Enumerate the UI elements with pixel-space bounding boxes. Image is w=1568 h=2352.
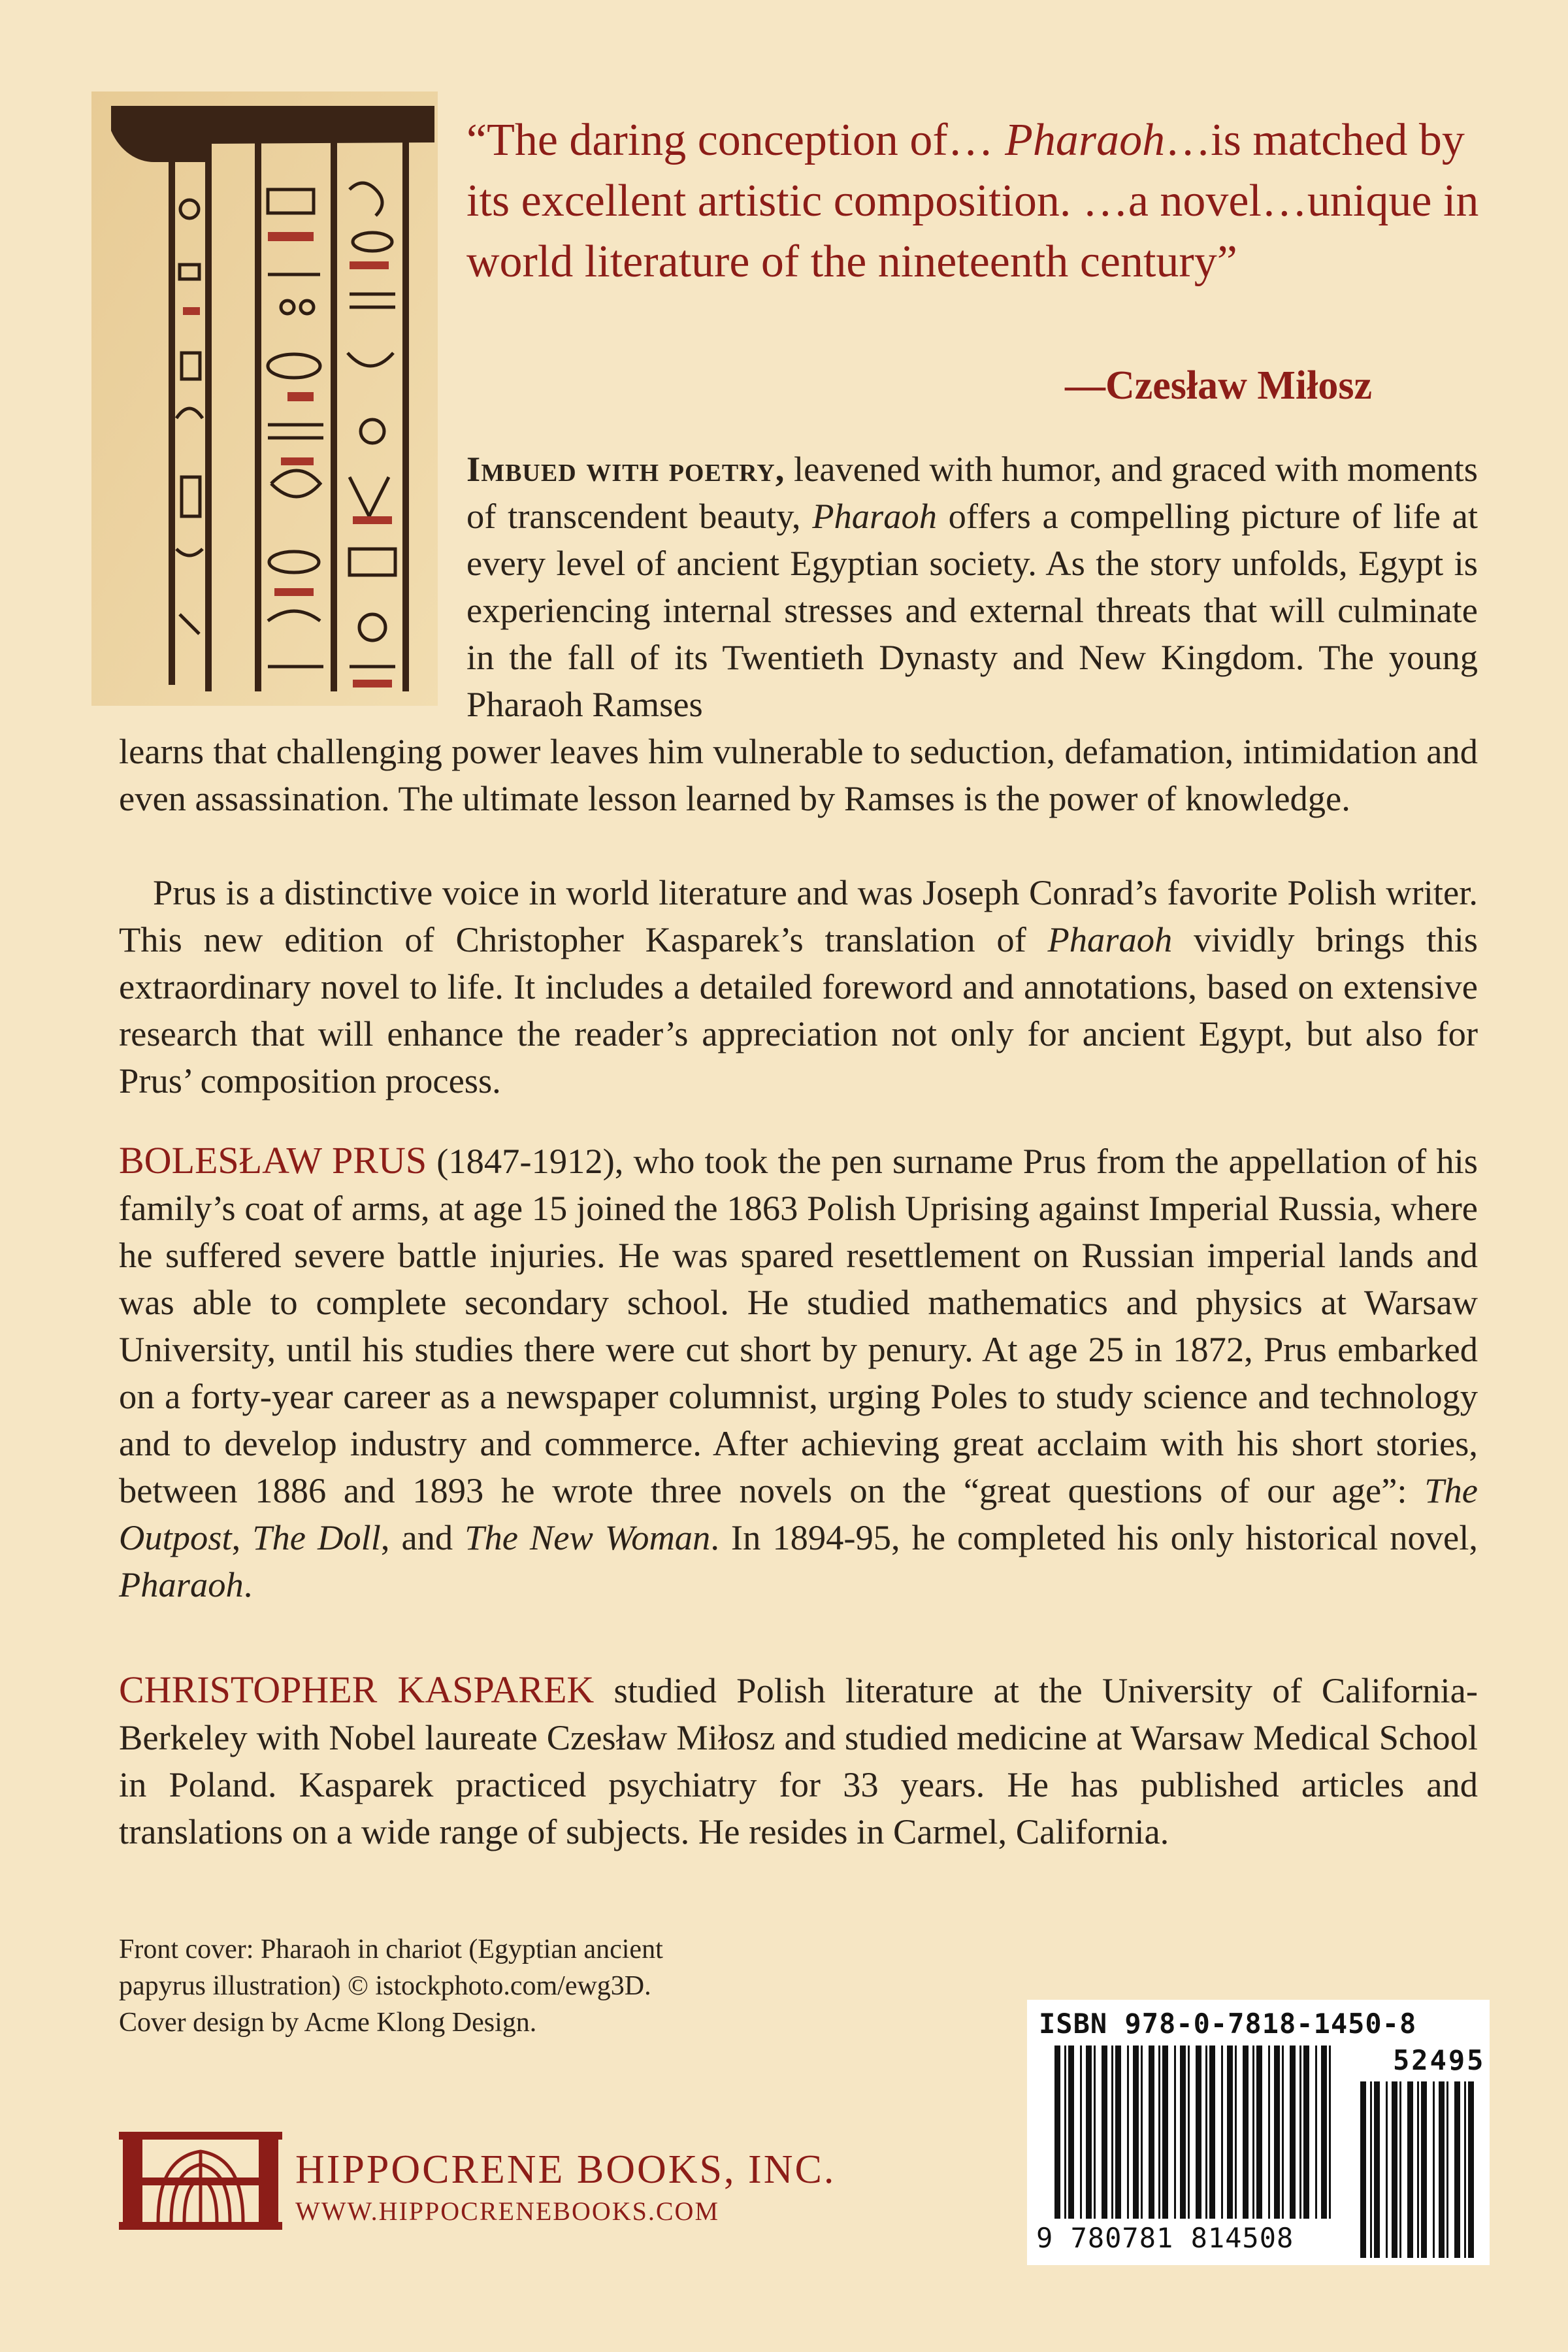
author-bio xyxy=(119,1137,1478,1608)
barcode-bar xyxy=(1454,2081,1460,2258)
barcode-bar xyxy=(1209,2046,1215,2219)
barcode-bar xyxy=(1196,2046,1201,2219)
barcode-bar xyxy=(1407,2081,1413,2258)
description-text-1: leavened with humor, and graced with moments of transcendent beauty, xyxy=(466,449,1478,536)
description-paragraph xyxy=(466,446,1478,728)
author-bio-end: . xyxy=(243,1565,253,1604)
novel-title-3: The New Woman xyxy=(465,1517,711,1557)
description-lede: Imbued with poetry, xyxy=(466,449,785,489)
review-quote xyxy=(466,110,1486,292)
isbn-label: ISBN 978-0-7818-1450-8 xyxy=(1039,2008,1417,2040)
barcode-bar xyxy=(1274,2046,1280,2219)
barcode-bar xyxy=(1446,2081,1448,2258)
credits-line-3: Cover design by Acme Klong Design. xyxy=(119,2008,537,2038)
author-bio-text-2: . In 1894-95, he completed his only historical novel, xyxy=(710,1517,1478,1557)
translation-text-2: vividly brings this extraordinary novel to life. It includes a detailed foreword and annotations, based on extensive research that will enhance the reader’s appreciation not only for ancient Egypt, but also for Prus’ composition process. xyxy=(119,919,1478,1101)
barcode-bar xyxy=(1221,2046,1223,2219)
barcode-bar xyxy=(1360,2081,1366,2258)
quote-text-start: “The daring conception of… xyxy=(466,115,1005,165)
barcode-bar xyxy=(1127,2046,1129,2219)
barcode-bar xyxy=(1299,2046,1301,2219)
price-code: 52495 xyxy=(1393,2044,1486,2076)
barcode-box xyxy=(1027,2000,1490,2265)
barcode-bar xyxy=(1439,2081,1445,2258)
barcode-bar xyxy=(1188,2046,1190,2219)
barcode-bar xyxy=(1303,2046,1309,2219)
description-text-2: offers a compelling picture of life at every level of ancient Egyptian society. As the story unfolds, Egypt is experiencing internal stresses and external threats that will culminate in the fall of its Twentieth Dynasty and New Kingdom. The young Pharaoh Ramses xyxy=(466,496,1478,724)
publisher-name: HIPPOCRENE BOOKS, INC. xyxy=(295,2147,836,2192)
credits-line-1: Front cover: Pharaoh in chariot (Egyptian ancient xyxy=(119,1934,663,1964)
novel-title-1: The Outpost xyxy=(119,1470,1478,1557)
translation-title: Pharaoh xyxy=(1047,919,1173,959)
translator-name: CHRISTOPHER KASPAREK xyxy=(119,1668,595,1711)
description-paragraph-continued xyxy=(119,728,1478,822)
novel-title-2: The Doll xyxy=(252,1517,381,1557)
barcode-bar xyxy=(1468,2081,1474,2258)
barcode-bar xyxy=(1290,2046,1296,2219)
barcode-bar xyxy=(1243,2046,1249,2219)
barcode-bar xyxy=(1392,2081,1397,2258)
novel-title-4: Pharaoh xyxy=(119,1565,244,1604)
barcode-bar xyxy=(1256,2046,1262,2219)
barcode-bar xyxy=(1111,2046,1113,2219)
barcode-bar xyxy=(1162,2046,1168,2219)
author-name: BOLESŁAW PRUS xyxy=(119,1139,427,1182)
description-title: Pharaoh xyxy=(812,496,937,536)
barcode-bar xyxy=(1158,2046,1160,2219)
barcode-bar xyxy=(1174,2046,1176,2219)
ean-digits: 9 780781 814508 xyxy=(1034,2222,1296,2254)
novel-separator-2: , and xyxy=(380,1517,465,1557)
barcode-bar xyxy=(1386,2081,1388,2258)
credits-line-2: papyrus illustration) © istockphoto.com/ewg3D. xyxy=(119,1971,651,2001)
barcode-bar xyxy=(1321,2046,1327,2219)
hippocrene-logo-icon xyxy=(119,2132,282,2230)
barcode-bar xyxy=(1115,2046,1121,2219)
barcode-bar xyxy=(1102,2046,1107,2219)
barcode-bar xyxy=(1149,2046,1154,2219)
publisher-url[interactable]: WWW.HIPPOCRENEBOOKS.COM xyxy=(295,2196,720,2226)
cover-credits xyxy=(119,1931,870,2041)
barcode-bar xyxy=(1141,2046,1143,2219)
description-text-3: learns that challenging power leaves him vulnerable to seduction, defamation, intimidation and even assassination. The ultimate lesson learned by Ramses is the power of knowledge. xyxy=(119,731,1478,818)
barcode-bar xyxy=(1417,2081,1419,2258)
novel-separator-1: , xyxy=(231,1517,253,1557)
barcode-bar xyxy=(1268,2046,1270,2219)
barcode-bar xyxy=(1464,2081,1466,2258)
barcode-bar xyxy=(1235,2046,1237,2219)
quote-attribution: —Czesław Miłosz xyxy=(1064,363,1372,408)
barcode-bar xyxy=(1227,2046,1233,2219)
barcode-bar xyxy=(1133,2046,1139,2219)
barcode-bar xyxy=(1282,2046,1284,2219)
barcode-bar xyxy=(1180,2046,1186,2219)
barcode-bar xyxy=(1205,2046,1207,2219)
author-bio-text-1: (1847-1912), who took the pen surname Prus from the appellation of his family’s coat of arms, at age 15 joined the 1863 Polish Uprising against Imperial Russia, where he suffered severe battle injuries. He was spared resettlement on Russian imperial lands and was able to complete secondary school. He studied mathematics and physics at Warsaw University, until his studies there were cut short by penury. At age 25 in 1872, Prus embarked on a forty-year career as a newspaper columnist, urging Poles to study science and technology and to develop industry and commerce. After achieving great acclaim with his short stories, between 1886 and 1893 he wrote three novels on the “great questions of our age”: xyxy=(119,1141,1478,1510)
translator-bio xyxy=(119,1666,1478,1855)
barcode-bar xyxy=(1399,2081,1401,2258)
barcode-bar xyxy=(1086,2046,1092,2219)
barcode-bar xyxy=(1068,2046,1074,2219)
barcode-bar xyxy=(1054,2046,1060,2219)
barcode-bar xyxy=(1315,2046,1317,2219)
quote-text-end: …is matched by its excellent artistic composition. …a novel…unique in world literature of the nineteenth century” xyxy=(466,115,1479,287)
barcode-bar xyxy=(1064,2046,1066,2219)
translator-bio-text: studied Polish literature at the University of California-Berkeley with Nobel laureate Czesław Miłosz and studied medicine at Warsaw Medical School in Poland. Kasparek practiced psychiatry for 33 years. He has published articles and translations on a wide range of subjects. He resides in Carmel, California. xyxy=(119,1670,1478,1851)
barcode-bar xyxy=(1433,2081,1435,2258)
quote-title: Pharaoh xyxy=(1005,115,1166,165)
hieroglyph-drop-cap-icon xyxy=(91,91,438,706)
barcode-bar xyxy=(1094,2046,1096,2219)
barcode-bar xyxy=(1252,2046,1254,2219)
barcode-bar xyxy=(1370,2081,1372,2258)
barcode-bar xyxy=(1080,2046,1082,2219)
barcode-bar xyxy=(1329,2046,1331,2219)
barcode-bar xyxy=(1374,2081,1380,2258)
translation-paragraph xyxy=(119,869,1478,1104)
barcode-bar xyxy=(1421,2081,1427,2258)
translation-text-1: Prus is a distinctive voice in world literature and was Joseph Conrad’s favorite Polish writer. This new edition of Christopher Kasparek’s translation of xyxy=(119,872,1478,959)
